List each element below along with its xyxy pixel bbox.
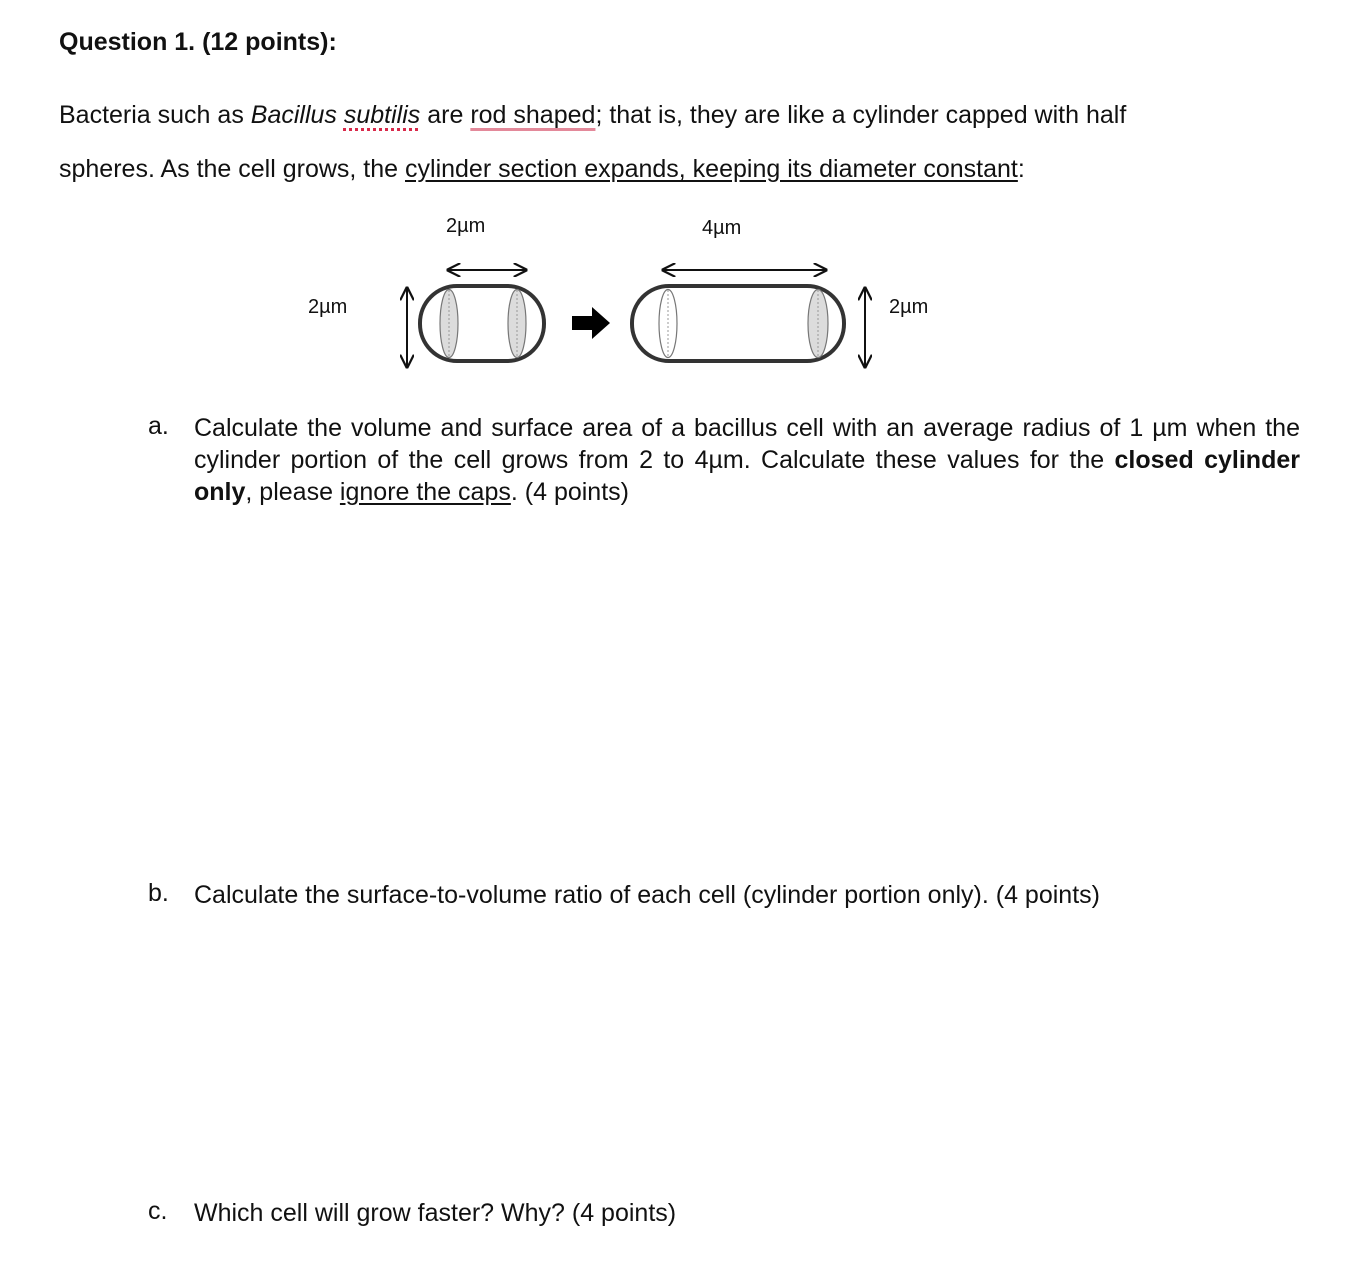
part-c bbox=[148, 1197, 1308, 1237]
intro-line-1: Bacteria such as Bacillus subtilis are rod shaped; that is, they are like a cylinder capped with half bbox=[59, 101, 1127, 129]
small-cell-length-label: 2µm bbox=[446, 215, 486, 237]
part-a-marker: a. bbox=[148, 412, 169, 440]
part-a bbox=[148, 412, 1308, 512]
cylinder-expands-underlined: cylinder section expands, keeping its diameter constant bbox=[405, 155, 1018, 183]
part-a-text: Calculate the volume and surface area of a bacillus cell with an average radius of 1 µm when the cylinder portion of the cell grows from 2 to 4µm. Calculate these values for the closed cylinder only, please ignore the caps. (4 points) bbox=[194, 414, 1300, 506]
part-b-text: Calculate the surface-to-volume ratio of each cell (cylinder portion only). (4 points) bbox=[194, 881, 1100, 909]
intro-line-2: spheres. As the cell grows, the cylinder section expands, keeping its diameter constant: bbox=[59, 155, 1025, 183]
part-c-marker: c. bbox=[148, 1197, 168, 1225]
part-b bbox=[148, 879, 1308, 919]
genus-name: Bacillus bbox=[250, 101, 337, 129]
part-b-marker: b. bbox=[148, 879, 169, 907]
rod-shaped-grammar-mark: rod shaped bbox=[470, 101, 596, 129]
bacillus-growth-diagram bbox=[380, 250, 880, 380]
large-bacillus-cell bbox=[632, 286, 844, 361]
question-title: Question 1. (12 points): bbox=[59, 28, 337, 56]
large-cell-diameter-label: 2µm bbox=[889, 296, 929, 318]
species-name-spellcheck: subtilis bbox=[343, 101, 421, 129]
part-c-text: Which cell will grow faster? Why? (4 points) bbox=[194, 1199, 677, 1227]
growth-arrow-icon bbox=[572, 307, 610, 339]
small-cell-diameter-label: 2µm bbox=[308, 296, 348, 318]
large-cell-length-label: 4µm bbox=[702, 217, 742, 239]
small-bacillus-cell bbox=[420, 286, 544, 361]
